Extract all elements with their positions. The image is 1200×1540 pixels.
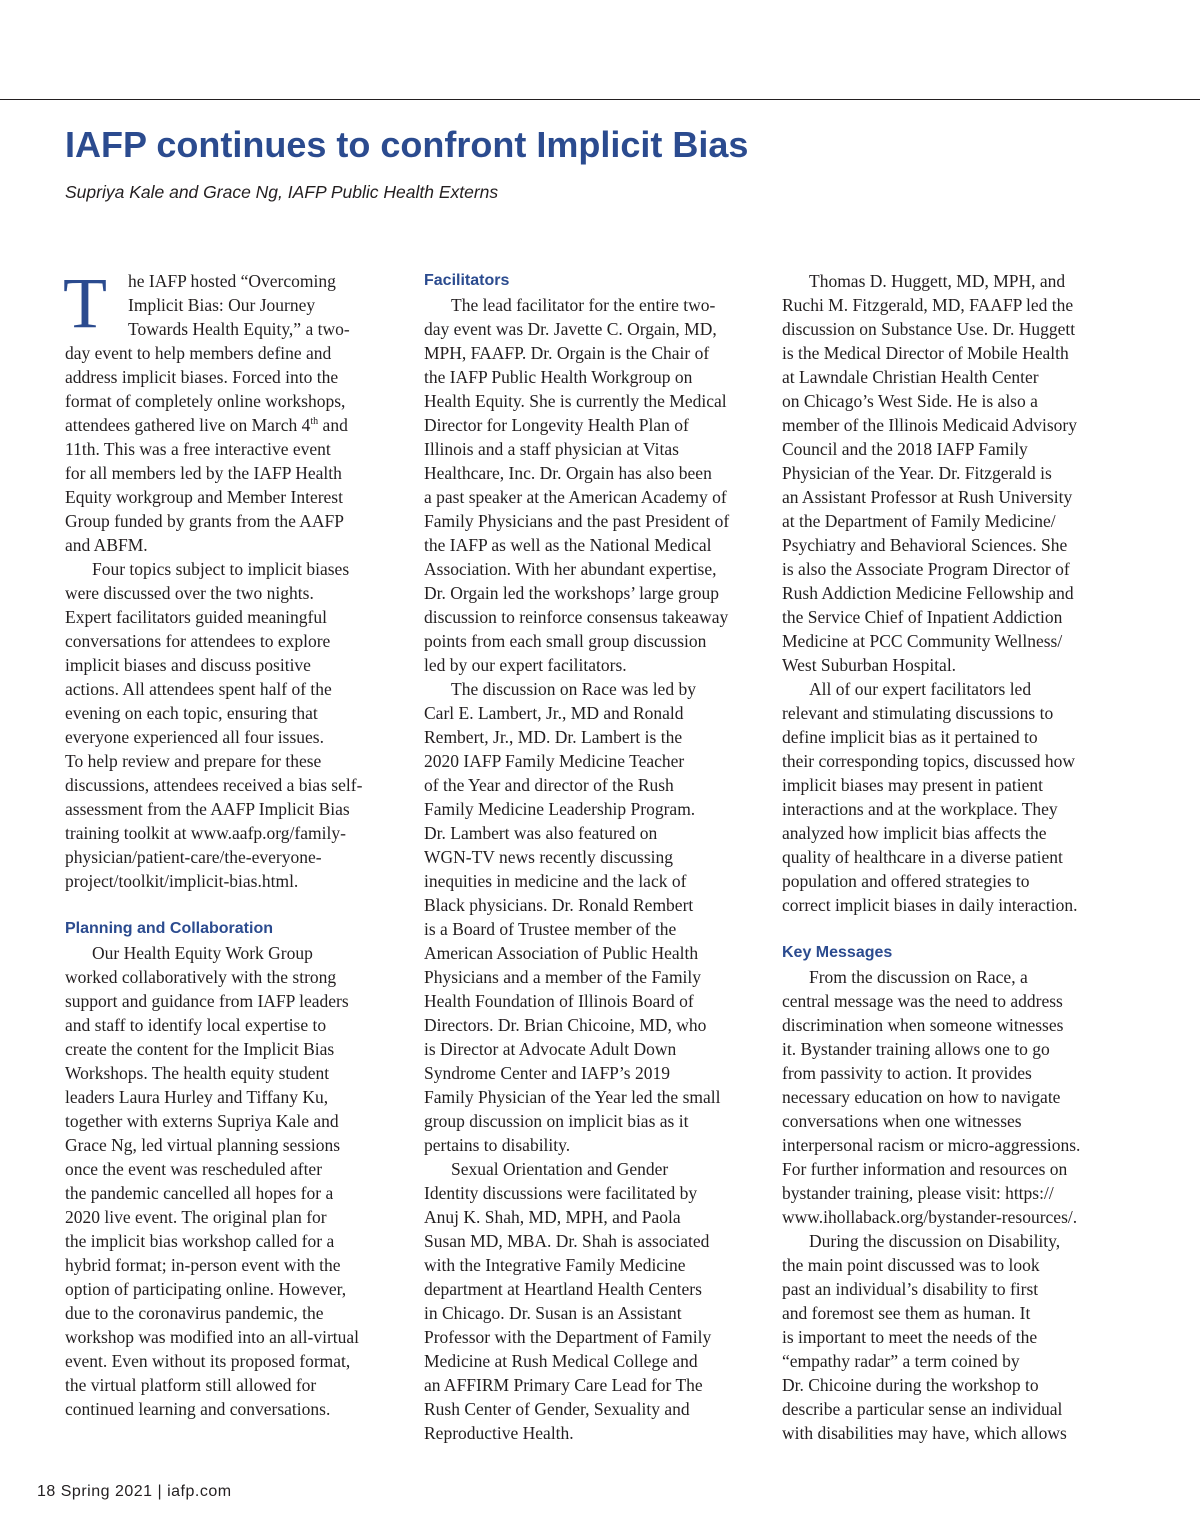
- text-line: an AFFIRM Primary Care Lead for The: [424, 1375, 703, 1395]
- text-line: the main point discussed was to look: [782, 1255, 1040, 1275]
- section-heading: Facilitators: [424, 272, 510, 289]
- text-line: the pandemic cancelled all hopes for a: [65, 1183, 334, 1203]
- text-line: continued learning and conversations.: [65, 1399, 331, 1419]
- text-line: Healthcare, Inc. Dr. Orgain has also been: [424, 463, 712, 483]
- lead-paragraph: [63, 263, 401, 557]
- text-line: [65, 413, 401, 437]
- text-line: points from each small group discussion: [424, 631, 707, 651]
- text-line: Director for Longevity Health Plan of: [424, 415, 689, 435]
- text-fragment: attendees gathered live on March 4: [65, 415, 311, 435]
- text-line: is Director at Advocate Adult Down: [424, 1039, 677, 1059]
- drop-cap: T: [63, 263, 107, 343]
- text-line: he IAFP hosted “Overcoming: [128, 271, 336, 291]
- text-line: of the Year and director of the Rush: [424, 775, 674, 795]
- text-line: Health Foundation of Illinois Board of: [424, 991, 694, 1011]
- text-line: project/toolkit/implicit-bias.html.: [65, 871, 299, 891]
- text-line: necessary education on how to navigate: [782, 1087, 1061, 1107]
- text-line: worked collaboratively with the strong: [65, 967, 337, 987]
- text-line: discussion to reinforce consensus takeaway: [424, 607, 729, 627]
- text-line: Anuj K. Shah, MD, MPH, and Paola: [424, 1207, 681, 1227]
- text-line: Council and the 2018 IAFP Family: [782, 439, 1028, 459]
- text-line: define implicit bias as it pertained to: [782, 727, 1038, 747]
- text-line: population and offered strategies to: [782, 871, 1030, 891]
- paragraph: [782, 965, 1118, 1229]
- text-line: in Chicago. Dr. Susan is an Assistant: [424, 1303, 682, 1323]
- text-line: were discussed over the two nights.: [65, 583, 314, 603]
- text-line: Towards Health Equity,” a two-: [128, 319, 350, 339]
- text-line: describe a particular sense an individual: [782, 1399, 1063, 1419]
- text-line: with the Integrative Family Medicine: [424, 1255, 686, 1275]
- text-line: bystander training, please visit: https://: [782, 1183, 1054, 1203]
- text-line: discrimination when someone witnesses: [782, 1015, 1064, 1035]
- text-line: Physician of the Year. Dr. Fitzgerald is: [782, 463, 1052, 483]
- text-line: All of our expert facilitators led: [809, 679, 1032, 699]
- text-line: relevant and stimulating discussions to: [782, 703, 1054, 723]
- text-line: is also the Associate Program Director of: [782, 559, 1070, 579]
- text-line: Health Equity. She is currently the Medical: [424, 391, 727, 411]
- text-line: 2020 live event. The original plan for: [65, 1207, 327, 1227]
- text-line: interpersonal racism or micro-aggressions.: [782, 1135, 1081, 1155]
- text-line: The discussion on Race was led by: [451, 679, 696, 699]
- text-line: training toolkit at www.aafp.org/family-: [65, 823, 346, 843]
- text-line: Four topics subject to implicit biases: [92, 559, 350, 579]
- text-line: 11th. This was a free interactive event: [65, 439, 331, 459]
- text-line: from passivity to action. It provides: [782, 1063, 1032, 1083]
- text-line: West Suburban Hospital.: [782, 655, 957, 675]
- text-line: assessment from the AAFP Implicit Bias: [65, 799, 350, 819]
- text-line: Grace Ng, led virtual planning sessions: [65, 1135, 341, 1155]
- text-line: day event to help members define and: [65, 343, 332, 363]
- text-line: Expert facilitators guided meaningful: [65, 607, 327, 627]
- text-line: Family Medicine Leadership Program.: [424, 799, 696, 819]
- text-line: inequities in medicine and the lack of: [424, 871, 687, 891]
- text-line: quality of healthcare in a diverse patient: [782, 847, 1063, 867]
- text-line: Illinois and a staff physician at Vitas: [424, 439, 679, 459]
- text-line: Equity workgroup and Member Interest: [65, 487, 343, 507]
- text-line: Psychiatry and Behavioral Sciences. She: [782, 535, 1068, 555]
- text-line: www.ihollaback.org/bystander-resources/.: [782, 1207, 1078, 1227]
- text-line: discussions, attendees received a bias self-: [65, 775, 363, 795]
- text-line: To help review and prepare for these: [65, 751, 322, 771]
- text-line: support and guidance from IAFP leaders: [65, 991, 349, 1011]
- article-byline: Supriya Kale and Grace Ng, IAFP Public Health Externs: [65, 182, 499, 202]
- column-2: [424, 269, 760, 1445]
- text-line: a past speaker at the American Academy of: [424, 487, 727, 507]
- text-line: Medicine at Rush Medical College and: [424, 1351, 698, 1371]
- text-line: American Association of Public Health: [424, 943, 699, 963]
- text-line: on Chicago’s West Side. He is also a: [782, 391, 1038, 411]
- text-line: event. Even without its proposed format,: [65, 1351, 351, 1371]
- text-line: conversations when one witnesses: [782, 1111, 1022, 1131]
- text-line: Our Health Equity Work Group: [92, 943, 313, 963]
- text-line: the IAFP as well as the National Medical: [424, 535, 712, 555]
- text-line: MPH, FAAFP. Dr. Orgain is the Chair of: [424, 343, 710, 363]
- text-line: create the content for the Implicit Bias: [65, 1039, 335, 1059]
- text-line: Susan MD, MBA. Dr. Shah is associated: [424, 1231, 710, 1251]
- article-title: IAFP continues to confront Implicit Bias: [65, 124, 749, 165]
- text-line: group discussion on implicit bias as it: [424, 1111, 689, 1131]
- text-line: Association. With her abundant expertise,: [424, 559, 717, 579]
- paragraph: [782, 269, 1118, 677]
- section-heading: Key Messages: [782, 944, 893, 961]
- paragraph: [424, 1157, 760, 1445]
- text-line: correct implicit biases in daily interaction.: [782, 895, 1078, 915]
- text-line: evening on each topic, ensuring that: [65, 703, 318, 723]
- text-line: Group funded by grants from the AAFP: [65, 511, 345, 531]
- text-line: During the discussion on Disability,: [809, 1231, 1061, 1251]
- text-line: and ABFM.: [65, 535, 148, 555]
- text-line: at Lawndale Christian Health Center: [782, 367, 1039, 387]
- page-footer: 18 Spring 2021 | iafp.com: [37, 1483, 232, 1500]
- text-line: Dr. Orgain led the workshops’ large group: [424, 583, 720, 603]
- text-line: Sexual Orientation and Gender: [451, 1159, 669, 1179]
- text-line: Dr. Lambert was also featured on: [424, 823, 658, 843]
- text-line: The lead facilitator for the entire two-: [451, 295, 716, 315]
- text-line: Workshops. The health equity student: [65, 1063, 330, 1083]
- text-line: workshop was modified into an all-virtual: [65, 1327, 360, 1347]
- text-line: From the discussion on Race, a: [809, 967, 1028, 987]
- text-line: is a Board of Trustee member of the: [424, 919, 677, 939]
- text-line: the implicit bias workshop called for a: [65, 1231, 335, 1251]
- text-line: their corresponding topics, discussed how: [782, 751, 1076, 771]
- paragraph: [424, 293, 760, 677]
- text-line: address implicit biases. Forced into the: [65, 367, 339, 387]
- paragraph-lines: [65, 437, 401, 557]
- text-line: Directors. Dr. Brian Chicoine, MD, who: [424, 1015, 707, 1035]
- text-line: format of completely online workshops,: [65, 391, 346, 411]
- text-line: Family Physicians and the past President of: [424, 511, 730, 531]
- text-line: it. Bystander training allows one to go: [782, 1039, 1050, 1059]
- text-line: due to the coronavirus pandemic, the: [65, 1303, 324, 1323]
- text-line: WGN-TV news recently discussing: [424, 847, 673, 867]
- column-1: [63, 263, 401, 1421]
- text-line: an Assistant Professor at Rush University: [782, 487, 1073, 507]
- text-line: for all members led by the IAFP Health: [65, 463, 342, 483]
- text-line: department at Heartland Health Centers: [424, 1279, 702, 1299]
- text-line: Thomas D. Huggett, MD, MPH, and: [809, 271, 1066, 291]
- paragraph: [424, 677, 760, 1157]
- text-line: Rush Addiction Medicine Fellowship and: [782, 583, 1074, 603]
- text-line: everyone experienced all four issues.: [65, 727, 324, 747]
- text-line: analyzed how implicit bias affects the: [782, 823, 1047, 843]
- column-3: [782, 269, 1118, 1445]
- text-line: Ruchi M. Fitzgerald, MD, FAAFP led the: [782, 295, 1074, 315]
- text-line: is the Medical Director of Mobile Health: [782, 343, 1069, 363]
- text-line: with disabilities may have, which allows: [782, 1423, 1067, 1443]
- text-line: 2020 IAFP Family Medicine Teacher: [424, 751, 685, 771]
- text-line: option of participating online. However,: [65, 1279, 347, 1299]
- text-line: the Service Chief of Inpatient Addiction: [782, 607, 1063, 627]
- section-heading: Planning and Collaboration: [65, 920, 273, 937]
- text-line: implicit biases may present in patient: [782, 775, 1043, 795]
- text-line: is important to meet the needs of the: [782, 1327, 1038, 1347]
- text-line: the virtual platform still allowed for: [65, 1375, 317, 1395]
- paragraph: [65, 941, 401, 1421]
- text-line: Rush Center of Gender, Sexuality and: [424, 1399, 690, 1419]
- superscript: th: [310, 416, 319, 427]
- paragraph: [65, 557, 401, 893]
- text-line: actions. All attendees spent half of the: [65, 679, 332, 699]
- text-line: Black physicians. Dr. Ronald Rembert: [424, 895, 694, 915]
- text-line: physician/patient-care/the-everyone-: [65, 847, 322, 867]
- header-rule: [0, 99, 1200, 100]
- text-line: at the Department of Family Medicine/: [782, 511, 1056, 531]
- text-line: Physicians and a member of the Family: [424, 967, 702, 987]
- text-line: together with externs Supriya Kale and: [65, 1111, 339, 1131]
- text-line: past an individual’s disability to first: [782, 1279, 1039, 1299]
- text-line: implicit biases and discuss positive: [65, 655, 311, 675]
- text-line: pertains to disability.: [424, 1135, 571, 1155]
- text-fragment: and: [318, 415, 348, 435]
- text-line: and staff to identify local expertise to: [65, 1015, 327, 1035]
- text-line: conversations for attendees to explore: [65, 631, 331, 651]
- paragraph: [782, 677, 1118, 917]
- text-line: the IAFP Public Health Workgroup on: [424, 367, 693, 387]
- text-line: member of the Illinois Medicaid Advisory: [782, 415, 1078, 435]
- text-line: Rembert, Jr., MD. Dr. Lambert is the: [424, 727, 683, 747]
- text-line: Professor with the Department of Family: [424, 1327, 712, 1347]
- text-line: Identity discussions were facilitated by: [424, 1183, 698, 1203]
- text-line: “empathy radar” a term coined by: [782, 1351, 1020, 1371]
- text-line: leaders Laura Hurley and Tiffany Ku,: [65, 1087, 329, 1107]
- text-line: Family Physician of the Year led the small: [424, 1087, 721, 1107]
- paragraph: [782, 1229, 1118, 1445]
- text-line: day event was Dr. Javette C. Orgain, MD,: [424, 319, 717, 339]
- text-line: Carl E. Lambert, Jr., MD and Ronald: [424, 703, 684, 723]
- text-line: For further information and resources on: [782, 1159, 1068, 1179]
- text-line: Implicit Bias: Our Journey: [128, 295, 316, 315]
- text-line: hybrid format; in-person event with the: [65, 1255, 341, 1275]
- text-line: discussion on Substance Use. Dr. Huggett: [782, 319, 1076, 339]
- text-line: Dr. Chicoine during the workshop to: [782, 1375, 1039, 1395]
- text-line: central message was the need to address: [782, 991, 1063, 1011]
- text-line: Syndrome Center and IAFP’s 2019: [424, 1063, 670, 1083]
- text-line: and foremost see them as human. It: [782, 1303, 1031, 1323]
- text-line: once the event was rescheduled after: [65, 1159, 323, 1179]
- text-line: Medicine at PCC Community Wellness/: [782, 631, 1063, 651]
- text-line: led by our expert facilitators.: [424, 655, 627, 675]
- text-line: Reproductive Health.: [424, 1423, 574, 1443]
- text-line: interactions and at the workplace. They: [782, 799, 1058, 819]
